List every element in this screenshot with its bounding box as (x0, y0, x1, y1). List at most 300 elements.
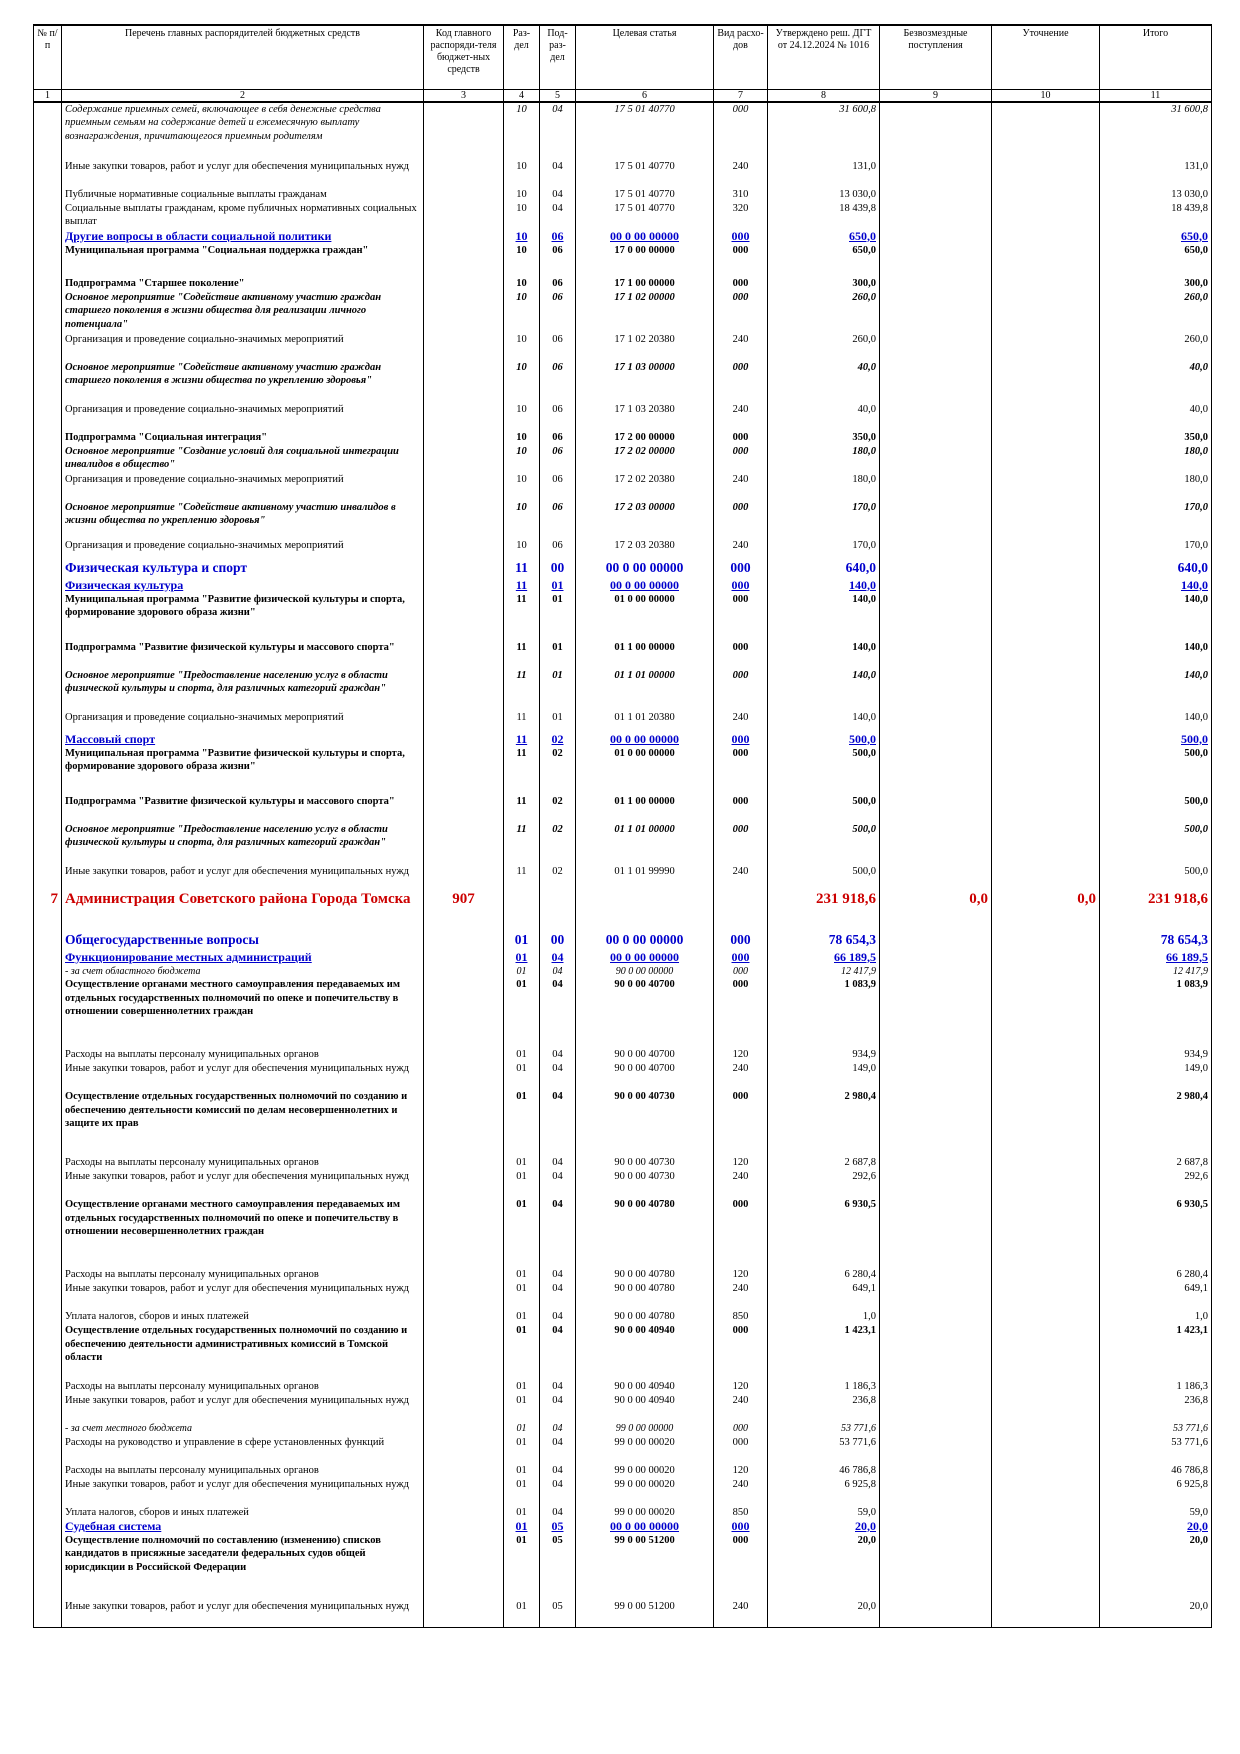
cell-vid: 240 (714, 473, 768, 501)
cell-vid: 000 (714, 431, 768, 445)
cell-vid: 120 (714, 1268, 768, 1282)
table-row (34, 202, 1212, 230)
cell-vid: 000 (714, 978, 768, 1048)
cell-target: 01 1 00 00000 (576, 641, 714, 669)
cell-total: 170,0 (1100, 501, 1212, 539)
cell-name: Организация и проведение социально-значимых мероприятий (62, 539, 424, 561)
cell-razdel: 01 (504, 951, 540, 965)
cell-code (424, 1394, 504, 1422)
cell-utoch (992, 561, 1100, 579)
cell-total: 40,0 (1100, 361, 1212, 403)
cell-num (34, 711, 62, 733)
cell-podrazdel: 04 (540, 1156, 576, 1170)
cell-approved: 13 030,0 (768, 188, 880, 202)
cell-approved: 500,0 (768, 823, 880, 865)
cell-utoch (992, 1090, 1100, 1156)
cell-code (424, 277, 504, 291)
table-row (34, 669, 1212, 711)
cell-approved: 650,0 (768, 244, 880, 277)
budget-table (33, 24, 1212, 1628)
cell-num (34, 1198, 62, 1268)
cell-num (34, 1422, 62, 1436)
cell-razdel: 11 (504, 561, 540, 579)
cell-code (424, 1324, 504, 1380)
cell-free (880, 361, 992, 403)
cell-approved: 2 980,4 (768, 1090, 880, 1156)
table-header (34, 25, 1212, 102)
col-number: 6 (576, 89, 714, 102)
cell-utoch (992, 539, 1100, 561)
cell-code (424, 1478, 504, 1506)
col-header-code: Код главного распоряди-теля бюджет-ных средств (424, 25, 504, 89)
cell-razdel: 10 (504, 188, 540, 202)
cell-podrazdel: 01 (540, 641, 576, 669)
cell-num (34, 747, 62, 795)
cell-target: 99 0 00 00020 (576, 1478, 714, 1506)
cell-utoch (992, 1436, 1100, 1464)
cell-razdel: 01 (504, 1282, 540, 1310)
cell-total: 640,0 (1100, 561, 1212, 579)
cell-podrazdel: 02 (540, 823, 576, 865)
cell-razdel: 11 (504, 669, 540, 711)
cell-free (880, 1170, 992, 1198)
cell-free (880, 1534, 992, 1600)
cell-approved: 78 654,3 (768, 933, 880, 951)
cell-vid: 120 (714, 1048, 768, 1062)
col-number: 8 (768, 89, 880, 102)
cell-approved: 180,0 (768, 473, 880, 501)
cell-free (880, 403, 992, 431)
cell-utoch (992, 473, 1100, 501)
table-row (34, 1394, 1212, 1422)
cell-podrazdel: 06 (540, 277, 576, 291)
col-number: 2 (62, 89, 424, 102)
cell-utoch (992, 431, 1100, 445)
cell-code (424, 1600, 504, 1628)
cell-free (880, 1394, 992, 1422)
cell-target: 00 0 00 00000 (576, 579, 714, 593)
cell-utoch (992, 361, 1100, 403)
cell-num (34, 593, 62, 641)
cell-name: Расходы на выплаты персоналу муниципальных органов (62, 1464, 424, 1478)
cell-total: 12 417,9 (1100, 965, 1212, 979)
cell-num (34, 445, 62, 473)
table-row (34, 1062, 1212, 1090)
table-row (34, 403, 1212, 431)
cell-target: 00 0 00 00000 (576, 951, 714, 965)
cell-utoch (992, 501, 1100, 539)
cell-free (880, 1422, 992, 1436)
cell-approved: 140,0 (768, 579, 880, 593)
cell-razdel: 01 (504, 1600, 540, 1628)
cell-code (424, 1282, 504, 1310)
cell-total: 180,0 (1100, 473, 1212, 501)
table-row (34, 431, 1212, 445)
cell-razdel: 01 (504, 933, 540, 951)
table-row (34, 1310, 1212, 1324)
cell-total: 292,6 (1100, 1170, 1212, 1198)
cell-total: 2 980,4 (1100, 1090, 1212, 1156)
cell-podrazdel: 04 (540, 1268, 576, 1282)
cell-vid: 240 (714, 1170, 768, 1198)
cell-total: 140,0 (1100, 641, 1212, 669)
cell-name: Другие вопросы в области социальной политики (62, 230, 424, 244)
cell-vid: 240 (714, 1282, 768, 1310)
cell-target: 01 0 00 00000 (576, 747, 714, 795)
table-row (34, 1198, 1212, 1268)
cell-utoch (992, 1380, 1100, 1394)
cell-utoch (992, 865, 1100, 893)
cell-total: 650,0 (1100, 230, 1212, 244)
cell-utoch (992, 291, 1100, 333)
cell-podrazdel: 06 (540, 539, 576, 561)
cell-podrazdel: 04 (540, 1478, 576, 1506)
cell-target: 17 1 03 20380 (576, 403, 714, 431)
table-row (34, 933, 1212, 951)
cell-name: Осуществление органами местного самоуправления передаваемых им отдельных государственных полномочий по опеке и попечительству в отношении несовершеннолетних граждан (62, 1198, 424, 1268)
cell-num (34, 1156, 62, 1170)
table-row (34, 641, 1212, 669)
cell-target: 99 0 00 00020 (576, 1506, 714, 1520)
cell-approved: 46 786,8 (768, 1464, 880, 1478)
cell-utoch (992, 445, 1100, 473)
cell-total: 650,0 (1100, 244, 1212, 277)
cell-num: 7 (34, 893, 62, 933)
cell-name: Иные закупки товаров, работ и услуг для обеспечения муниципальных нужд (62, 1600, 424, 1628)
cell-utoch (992, 1062, 1100, 1090)
table-row (34, 244, 1212, 277)
table-row (34, 1478, 1212, 1506)
cell-target: 01 1 00 00000 (576, 795, 714, 823)
cell-approved: 1 423,1 (768, 1324, 880, 1380)
table-row (34, 1048, 1212, 1062)
cell-target: 17 2 02 00000 (576, 445, 714, 473)
table-row (34, 711, 1212, 733)
cell-code (424, 1506, 504, 1520)
cell-free (880, 933, 992, 951)
cell-total: 20,0 (1100, 1600, 1212, 1628)
cell-vid (714, 893, 768, 933)
cell-approved: 260,0 (768, 333, 880, 361)
cell-razdel: 01 (504, 1478, 540, 1506)
cell-utoch (992, 747, 1100, 795)
cell-razdel: 11 (504, 579, 540, 593)
cell-target: 17 5 01 40770 (576, 202, 714, 230)
cell-total: 260,0 (1100, 291, 1212, 333)
cell-name: Основное мероприятие "Содействие активному участию инвалидов в жизни общества по укреплению здоровья" (62, 501, 424, 539)
cell-target: 17 5 01 40770 (576, 160, 714, 188)
cell-approved: 2 687,8 (768, 1156, 880, 1170)
table-row (34, 1534, 1212, 1600)
cell-code (424, 579, 504, 593)
cell-approved: 640,0 (768, 561, 880, 579)
cell-utoch (992, 1324, 1100, 1380)
cell-approved: 1,0 (768, 1310, 880, 1324)
cell-num (34, 277, 62, 291)
cell-total: 500,0 (1100, 795, 1212, 823)
cell-vid: 240 (714, 333, 768, 361)
cell-target: 90 0 00 40780 (576, 1198, 714, 1268)
cell-free (880, 1268, 992, 1282)
cell-name: Основное мероприятие "Создание условий для социальной интеграции инвалидов в общество" (62, 445, 424, 473)
cell-total: 40,0 (1100, 403, 1212, 431)
cell-total: 500,0 (1100, 865, 1212, 893)
cell-utoch (992, 188, 1100, 202)
cell-code (424, 333, 504, 361)
cell-free (880, 795, 992, 823)
cell-num (34, 978, 62, 1048)
cell-approved: 66 189,5 (768, 951, 880, 965)
cell-num (34, 1090, 62, 1156)
cell-total: 59,0 (1100, 1506, 1212, 1520)
cell-razdel: 01 (504, 1324, 540, 1380)
cell-utoch (992, 102, 1100, 160)
table-row (34, 965, 1212, 979)
cell-total: 20,0 (1100, 1534, 1212, 1600)
col-header-total: Итого (1100, 25, 1212, 89)
cell-razdel: 01 (504, 1394, 540, 1422)
cell-code (424, 539, 504, 561)
cell-name: Иные закупки товаров, работ и услуг для обеспечения муниципальных нужд (62, 1478, 424, 1506)
cell-name: Физическая культура и спорт (62, 561, 424, 579)
cell-podrazdel: 04 (540, 951, 576, 965)
col-number: 11 (1100, 89, 1212, 102)
cell-vid: 000 (714, 593, 768, 641)
table-row (34, 230, 1212, 244)
cell-free (880, 1380, 992, 1394)
cell-code (424, 1436, 504, 1464)
cell-vid: 000 (714, 277, 768, 291)
cell-free (880, 291, 992, 333)
cell-free (880, 445, 992, 473)
cell-total: 140,0 (1100, 669, 1212, 711)
cell-razdel: 11 (504, 865, 540, 893)
col-number: 10 (992, 89, 1100, 102)
cell-code (424, 445, 504, 473)
cell-code (424, 711, 504, 733)
cell-free (880, 978, 992, 1048)
cell-total: 13 030,0 (1100, 188, 1212, 202)
cell-utoch: 0,0 (992, 893, 1100, 933)
cell-code (424, 403, 504, 431)
cell-vid: 000 (714, 244, 768, 277)
cell-approved: 149,0 (768, 1062, 880, 1090)
cell-razdel: 01 (504, 978, 540, 1048)
cell-approved: 934,9 (768, 1048, 880, 1062)
col-number: 9 (880, 89, 992, 102)
cell-target: 00 0 00 00000 (576, 230, 714, 244)
cell-approved: 6 280,4 (768, 1268, 880, 1282)
cell-target: 99 0 00 00020 (576, 1436, 714, 1464)
cell-num (34, 244, 62, 277)
table-row (34, 1282, 1212, 1310)
col-number: 3 (424, 89, 504, 102)
cell-utoch (992, 1478, 1100, 1506)
cell-vid: 240 (714, 403, 768, 431)
cell-free (880, 1600, 992, 1628)
cell-code (424, 1268, 504, 1282)
cell-razdel: 10 (504, 501, 540, 539)
cell-name: Основное мероприятие "Содействие активному участию граждан старшего поколения в жизни общества для реализации личного потенциала" (62, 291, 424, 333)
cell-razdel: 10 (504, 160, 540, 188)
cell-utoch (992, 823, 1100, 865)
cell-podrazdel: 04 (540, 1198, 576, 1268)
cell-razdel: 10 (504, 473, 540, 501)
cell-target: 90 0 00 40700 (576, 1048, 714, 1062)
cell-vid: 000 (714, 1436, 768, 1464)
cell-approved: 40,0 (768, 403, 880, 431)
cell-utoch (992, 1394, 1100, 1422)
cell-name: Основное мероприятие "Предоставление населению услуг в области физической культуры и спорта, для различных категорий граждан" (62, 823, 424, 865)
cell-code (424, 473, 504, 501)
cell-razdel: 11 (504, 747, 540, 795)
cell-podrazdel: 04 (540, 1310, 576, 1324)
cell-code (424, 641, 504, 669)
cell-code (424, 1170, 504, 1198)
cell-razdel: 01 (504, 1156, 540, 1170)
cell-total: 236,8 (1100, 1394, 1212, 1422)
cell-name: Функционирование местных администраций (62, 951, 424, 965)
cell-utoch (992, 1268, 1100, 1282)
col-header-approved: Утверждено реш. ДГТ от 24.12.2024 № 1016 (768, 25, 880, 89)
table-row (34, 291, 1212, 333)
cell-name: Осуществление полномочий по составлению (изменению) списков кандидатов в присяжные заседатели федеральных судов общей юрисдикции в Российской Федерации (62, 1534, 424, 1600)
cell-podrazdel: 04 (540, 1282, 576, 1310)
cell-vid: 000 (714, 1324, 768, 1380)
cell-num (34, 473, 62, 501)
cell-podrazdel: 04 (540, 188, 576, 202)
cell-razdel: 01 (504, 1310, 540, 1324)
cell-target: 01 1 01 20380 (576, 711, 714, 733)
col-number: 1 (34, 89, 62, 102)
table-row (34, 1506, 1212, 1520)
cell-free (880, 1464, 992, 1478)
cell-code (424, 1464, 504, 1478)
cell-razdel: 10 (504, 277, 540, 291)
cell-approved: 500,0 (768, 747, 880, 795)
cell-total: 6 930,5 (1100, 1198, 1212, 1268)
cell-name: Муниципальная программа "Социальная поддержка граждан" (62, 244, 424, 277)
cell-utoch (992, 1422, 1100, 1436)
cell-podrazdel: 00 (540, 561, 576, 579)
table-row (34, 733, 1212, 747)
table-row (34, 579, 1212, 593)
cell-total: 1 083,9 (1100, 978, 1212, 1048)
cell-vid: 000 (714, 641, 768, 669)
cell-approved: 650,0 (768, 230, 880, 244)
cell-approved: 131,0 (768, 160, 880, 188)
cell-vid: 240 (714, 1600, 768, 1628)
cell-free (880, 865, 992, 893)
cell-target: 01 0 00 00000 (576, 593, 714, 641)
cell-code (424, 669, 504, 711)
table-row (34, 1170, 1212, 1198)
cell-name: Физическая культура (62, 579, 424, 593)
cell-free (880, 1436, 992, 1464)
cell-num (34, 865, 62, 893)
cell-name: Муниципальная программа "Развитие физической культуры и спорта, формирование здорового образа жизни" (62, 593, 424, 641)
cell-target: 90 0 00 40700 (576, 978, 714, 1048)
cell-num (34, 403, 62, 431)
cell-code (424, 823, 504, 865)
cell-podrazdel: 06 (540, 431, 576, 445)
cell-total: 260,0 (1100, 333, 1212, 361)
cell-target: 90 0 00 40730 (576, 1090, 714, 1156)
cell-name: Расходы на выплаты персоналу муниципальных органов (62, 1268, 424, 1282)
cell-utoch (992, 1534, 1100, 1600)
cell-num (34, 823, 62, 865)
cell-target: 17 5 01 40770 (576, 102, 714, 160)
cell-vid: 000 (714, 747, 768, 795)
cell-approved: 300,0 (768, 277, 880, 291)
cell-free (880, 277, 992, 291)
cell-utoch (992, 230, 1100, 244)
cell-code (424, 951, 504, 965)
cell-free (880, 160, 992, 188)
cell-free (880, 593, 992, 641)
table-row (34, 1268, 1212, 1282)
cell-free (880, 188, 992, 202)
cell-podrazdel: 06 (540, 291, 576, 333)
cell-name: Публичные нормативные социальные выплаты гражданам (62, 188, 424, 202)
cell-target: 17 1 00 00000 (576, 277, 714, 291)
cell-target: 17 5 01 40770 (576, 188, 714, 202)
cell-num (34, 733, 62, 747)
cell-razdel: 10 (504, 431, 540, 445)
cell-podrazdel: 06 (540, 244, 576, 277)
cell-utoch (992, 1506, 1100, 1520)
cell-razdel: 10 (504, 291, 540, 333)
cell-free (880, 1062, 992, 1090)
table-row (34, 865, 1212, 893)
cell-target: 00 0 00 00000 (576, 933, 714, 951)
cell-code (424, 733, 504, 747)
cell-target (576, 893, 714, 933)
cell-code (424, 1422, 504, 1436)
cell-total: 500,0 (1100, 823, 1212, 865)
cell-num (34, 579, 62, 593)
table-row (34, 593, 1212, 641)
cell-utoch (992, 1170, 1100, 1198)
table-row (34, 1520, 1212, 1534)
cell-target: 90 0 00 40780 (576, 1268, 714, 1282)
cell-approved: 140,0 (768, 669, 880, 711)
table-row (34, 1436, 1212, 1464)
cell-total: 300,0 (1100, 277, 1212, 291)
cell-target: 17 1 02 20380 (576, 333, 714, 361)
cell-podrazdel: 02 (540, 795, 576, 823)
cell-code (424, 1048, 504, 1062)
cell-total: 649,1 (1100, 1282, 1212, 1310)
cell-total: 149,0 (1100, 1062, 1212, 1090)
cell-name: Основное мероприятие "Содействие активному участию граждан старшего поколения в жизни общества по укреплению здоровья" (62, 361, 424, 403)
cell-podrazdel: 04 (540, 1464, 576, 1478)
cell-name: Иные закупки товаров, работ и услуг для обеспечения муниципальных нужд (62, 865, 424, 893)
cell-vid: 240 (714, 1478, 768, 1506)
cell-num (34, 1520, 62, 1534)
cell-razdel: 01 (504, 1520, 540, 1534)
cell-approved: 292,6 (768, 1170, 880, 1198)
cell-free (880, 747, 992, 795)
cell-podrazdel: 05 (540, 1600, 576, 1628)
cell-approved: 170,0 (768, 539, 880, 561)
table-body (34, 102, 1212, 1628)
cell-target: 90 0 00 40700 (576, 1062, 714, 1090)
cell-utoch (992, 1310, 1100, 1324)
cell-free (880, 711, 992, 733)
cell-podrazdel: 06 (540, 361, 576, 403)
cell-code (424, 1090, 504, 1156)
